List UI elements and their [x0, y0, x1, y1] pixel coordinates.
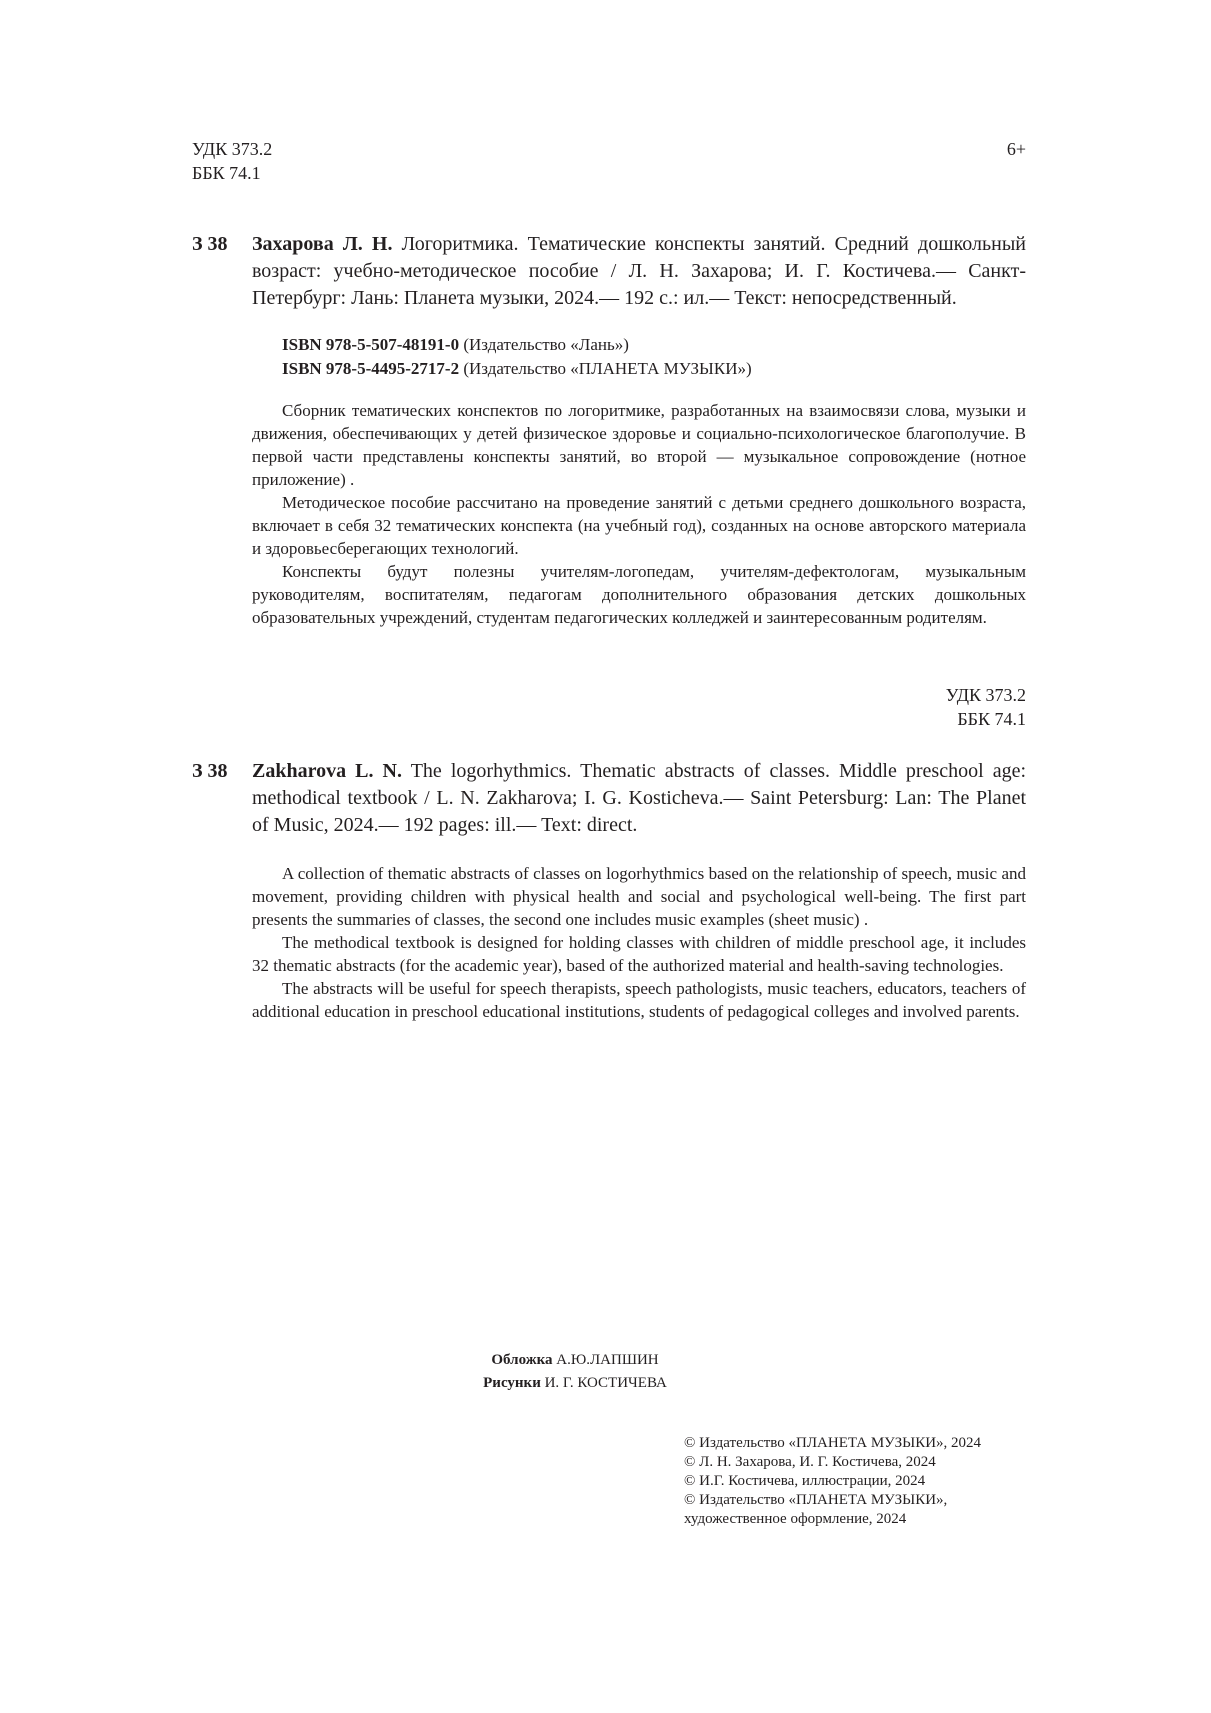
annotation-paragraph: The methodical textbook is designed for holding classes with children of middle preschool age, it includes 32 thematic abstracts (for the academic year), based of the authorized material and health-saving technologies. — [252, 933, 1026, 975]
copyright-line: © Издательство «ПЛАНЕТА МУЗЫКИ», 2024 — [684, 1435, 982, 1451]
copyright-line: © Издательство «ПЛАНЕТА МУЗЫКИ», — [684, 1492, 948, 1508]
isbn-list — [282, 333, 752, 381]
annotation-en — [252, 862, 1026, 1023]
classification-codes-top — [192, 137, 272, 185]
age-rating: 6+ — [1006, 139, 1026, 159]
bibliographic-description — [252, 231, 1026, 312]
annotation-paragraph: Конспекты будут полезны учителям-логопедам, учителям-дефектологам, музыкальным руководителям, воспитателям, педагогам дополнительного образования детских дошкольных образовательных учреждений, студентам педагогических колледжей и заинтересованным родителям. — [252, 562, 1026, 627]
bbk-code: ББК 74.1 — [957, 709, 1026, 729]
credit-name: А.Ю.ЛАПШИН — [556, 1352, 659, 1368]
credits — [400, 1349, 750, 1395]
author-mark-code: З 38 — [192, 760, 228, 782]
annotation-paragraph: Сборник тематических конспектов по логоритмике, разработанных на взаимосвязи слова, музыки и движения, обеспечивающих у детей физическое здоровье и социально-психологическое благополучие. В первой части представлены конспекты занятий, во второй — музыкальное сопровождение (нотное приложение) . — [252, 401, 1026, 489]
copyright-line: © Л. Н. Захарова, И. Г. Костичева, 2024 — [684, 1454, 936, 1470]
udk-code: УДК 373.2 — [192, 139, 273, 159]
credit-role: Обложка — [491, 1352, 553, 1368]
isbn-publisher: (Издательство «ПЛАНЕТА МУЗЫКИ») — [463, 359, 752, 378]
annotation-ru — [252, 399, 1026, 629]
annotation-paragraph: The abstracts will be useful for speech therapists, speech pathologists, music teachers, educators, teachers of additional education in preschool educational institutions, students of pedagogical colleges and involved parents. — [252, 979, 1026, 1021]
isbn-publisher: (Издательство «Лань») — [463, 335, 629, 354]
bibliographic-text: The logorhythmics. Thematic abstracts of classes. Middle preschool age: methodical textbook / L. N. Zakharova; I. G. Kosticheva.— Saint Petersburg: Lan: The Planet of Music, 2024.— 192 pages: ill.— Text: direct. — [252, 760, 1026, 836]
isbn-number: ISBN 978-5-507-48191-0 — [282, 335, 460, 354]
credit-line — [400, 1372, 750, 1395]
isbn-line — [282, 357, 752, 381]
credit-name: И. Г. КОСТИЧЕВА — [544, 1375, 667, 1391]
author-mark-code: З 38 — [192, 233, 228, 255]
isbn-line — [282, 333, 752, 357]
bibliographic-entry-ru — [192, 231, 1026, 312]
author-name: Zakharova L. N. — [252, 760, 403, 782]
udk-code: УДК 373.2 — [945, 685, 1026, 705]
credit-role: Рисунки — [483, 1375, 541, 1391]
copyright-line: © И.Г. Костичева, иллюстрации, 2024 — [684, 1473, 926, 1489]
bibliographic-text: Логоритмика. Тематические конспекты занятий. Средний дошкольный возраст: учебно-методическое пособие / Л. Н. Захарова; И. Г. Костичева.— Санкт-Петербург: Лань: Планета музыки, 2024.— 192 с.: ил.— Текст: непосредственный. — [252, 233, 1026, 309]
author-name: Захарова Л. Н. — [252, 233, 393, 255]
annotation-paragraph: Методическое пособие рассчитано на проведение занятий с детьми среднего дошкольного возраста, включает в себя 32 тематических конспекта (на учебный год), созданных на основе авторского материала и здоровьесберегающих технологий. — [252, 493, 1026, 558]
bibliographic-description — [252, 758, 1026, 839]
annotation-paragraph: A collection of thematic abstracts of classes on logorhythmics based on the relationship of speech, music and movement, providing children with physical health and social and psychological well-being. The first part presents the summaries of classes, the second one includes music examples (sheet music) . — [252, 864, 1026, 929]
copyright-line: художественное оформление, 2024 — [684, 1511, 907, 1527]
credit-line — [400, 1349, 750, 1372]
isbn-number: ISBN 978-5-4495-2717-2 — [282, 359, 460, 378]
bbk-code: ББК 74.1 — [192, 163, 261, 183]
classification-codes-right — [860, 683, 1026, 731]
copyright-block — [684, 1434, 981, 1529]
bibliographic-entry-en — [192, 758, 1026, 839]
